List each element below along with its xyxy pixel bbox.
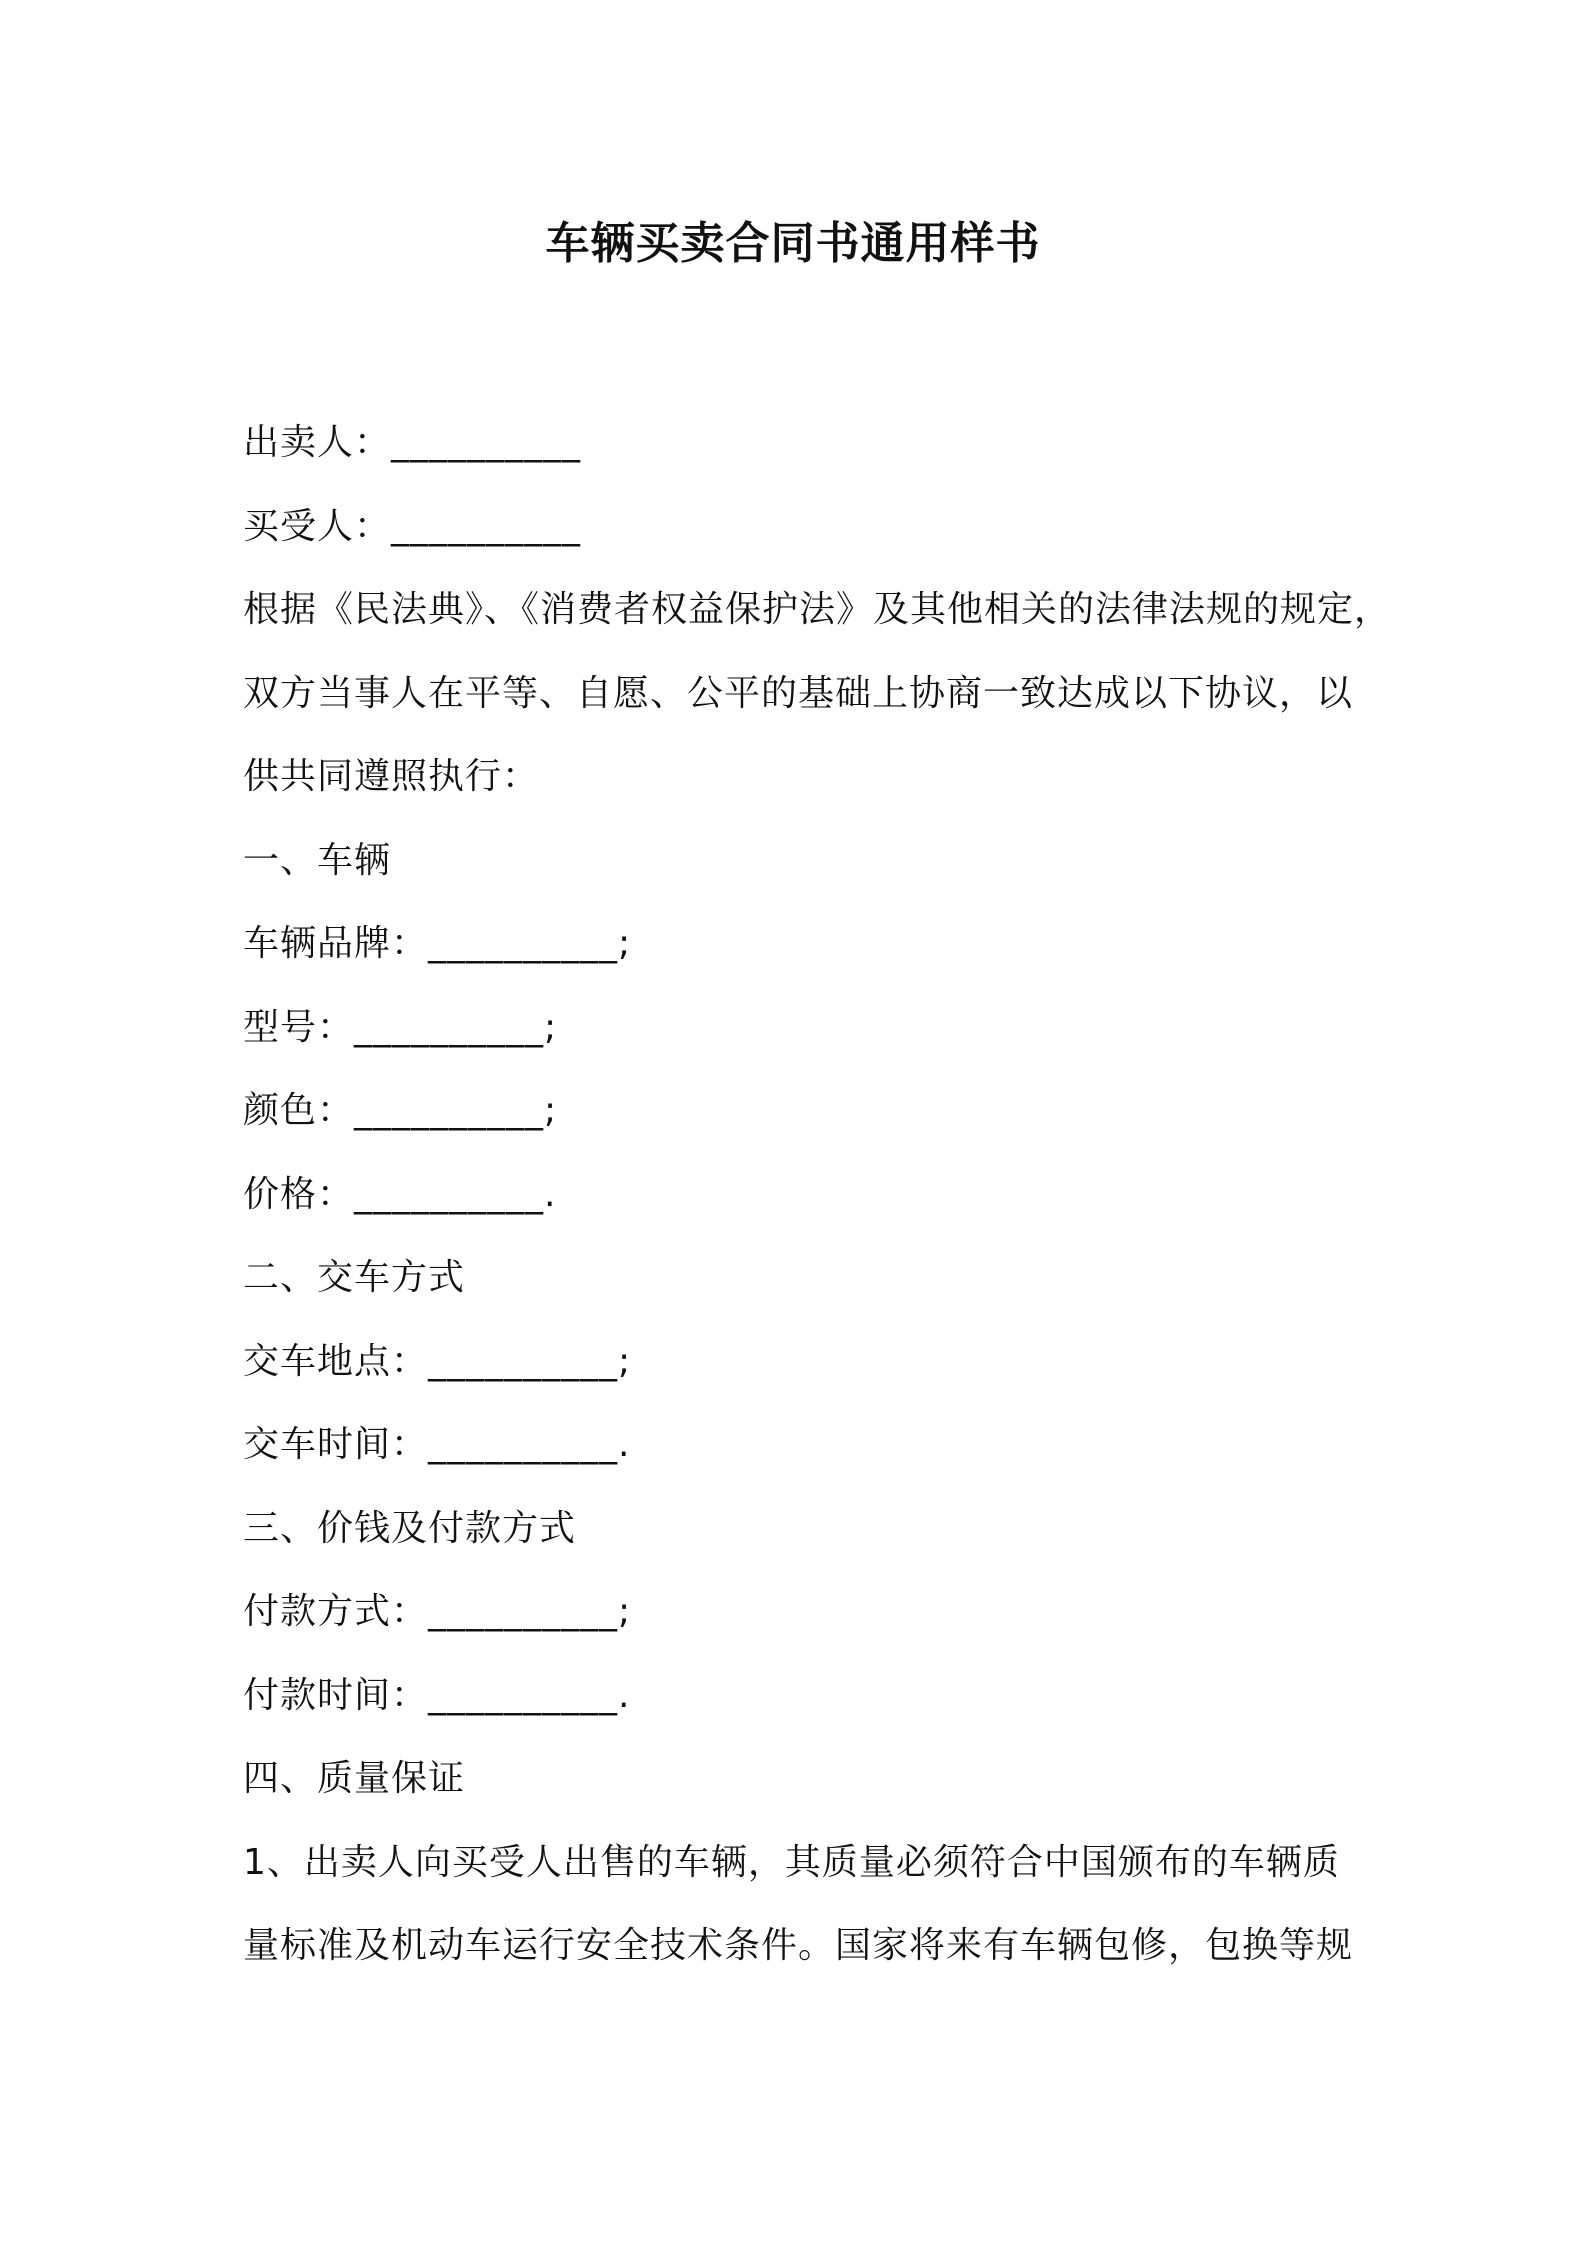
field-payment-method: 付款方式：__________; [243,1591,632,1632]
preamble-line-1: 根据《民法典》、《消费者权益保护法》及其他相关的法律法规的规定， [243,589,1392,630]
field-payment-time: 付款时间：__________. [243,1675,631,1716]
quality-clause-line-2: 量标准及机动车运行安全技术条件。国家将来有车辆包修，包换等规 [243,1925,1354,1966]
preamble-line-2: 双方当事人在平等、自愿、公平的基础上协商一致达成以下协议，以 [243,673,1354,714]
field-model: 型号：__________; [243,1007,558,1048]
field-price: 价格：__________. [243,1174,557,1215]
seller-line: 出卖人：__________ [243,422,582,463]
buyer-line: 买受人：__________ [243,506,582,547]
field-delivery-location: 交车地点：__________; [243,1341,632,1382]
field-vehicle-brand: 车辆品牌：__________; [243,923,632,964]
section-heading-payment: 三、价钱及付款方式 [243,1508,577,1549]
field-color: 颜色：__________; [243,1090,558,1131]
field-delivery-time: 交车时间：__________. [243,1424,631,1465]
section-heading-quality: 四、质量保证 [243,1758,466,1799]
quality-clause-line-1: 1、出卖人向买受人出售的车辆，其质量必须符合中国颁布的车辆质 [243,1842,1340,1883]
section-heading-vehicle: 一、车辆 [243,840,392,881]
document-title: 车辆买卖合同书通用样书 [545,218,1041,269]
section-heading-delivery: 二、交车方式 [243,1257,466,1298]
preamble-line-3: 供共同遵照执行： [243,756,540,797]
